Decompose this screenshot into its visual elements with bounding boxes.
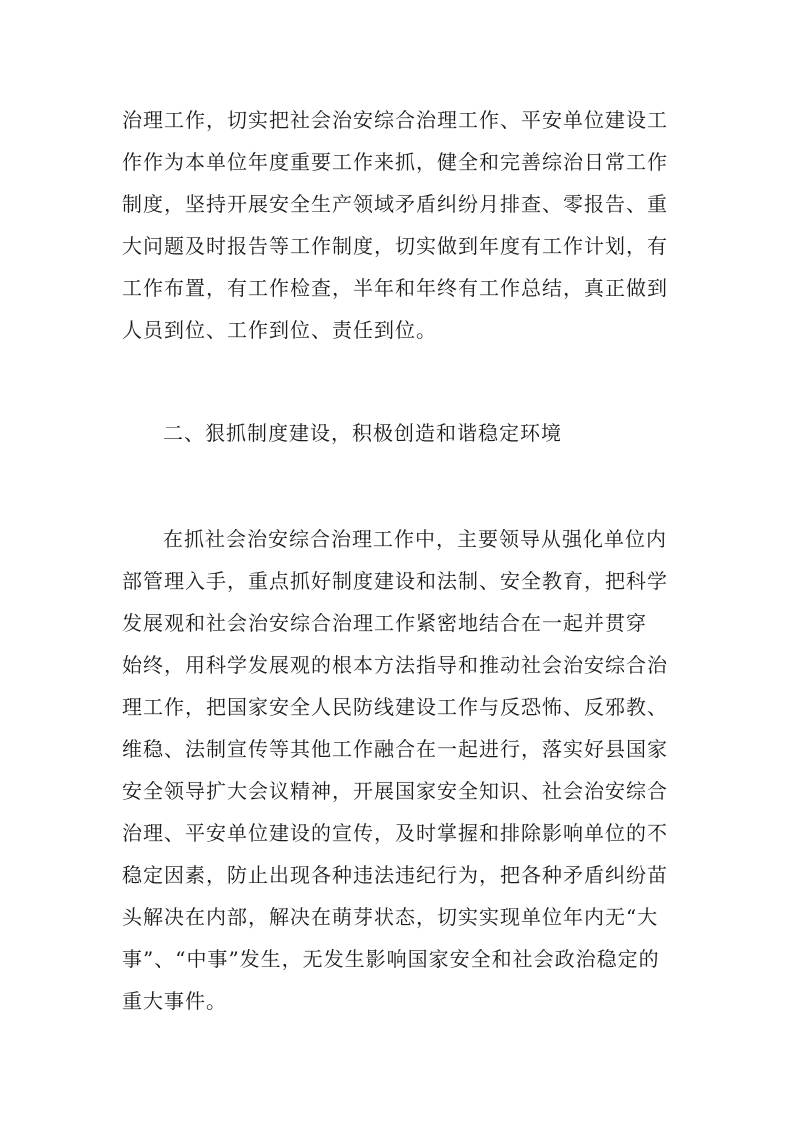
text-line: 工作布置，有工作检查，半年和年终有工作总结，真正做到 bbox=[122, 276, 668, 300]
text-line: 部管理入手，重点抓好制度建设和法制、安全教育，把科学 bbox=[122, 569, 668, 593]
text-line: 发展观和社会治安综合治理工作紧密地结合在一起并贯穿 bbox=[122, 611, 647, 635]
text-line: 安全领导扩大会议精神，开展国家安全知识、社会治安综合 bbox=[122, 779, 668, 803]
text-line: 头解决在内部，解决在萌芽状态，切实实现单位年内无“大 bbox=[122, 905, 659, 929]
text-line: 事”、“中事”发生，无发生影响国家安全和社会政治稳定的 bbox=[122, 947, 660, 971]
text-line: 治理工作，切实把社会治安综合治理工作、平安单位建设工 bbox=[122, 108, 668, 132]
text-line: 人员到位、工作到位、责任到位。 bbox=[122, 318, 437, 342]
text-line: 维稳、法制宣传等其他工作融合在一起进行，落实好县国家 bbox=[122, 737, 668, 761]
text-line: 稳定因素，防止出现各种违法违纪行为，把各种矛盾纠纷苗 bbox=[122, 863, 668, 887]
section-heading: 二、狠抓制度建设，积极创造和谐稳定环境 bbox=[163, 421, 562, 445]
text-line: 作作为本单位年度重要工作来抓，健全和完善综治日常工作 bbox=[122, 150, 668, 174]
text-line: 大问题及时报告等工作制度，切实做到年度有工作计划，有 bbox=[122, 234, 668, 258]
text-line: 在抓社会治安综合治理工作中，主要领导从强化单位内 bbox=[163, 527, 667, 551]
text-line: 治理、平安单位建设的宣传，及时掌握和排除影响单位的不 bbox=[122, 821, 668, 845]
text-line: 始终，用科学发展观的根本方法指导和推动社会治安综合治 bbox=[122, 653, 668, 677]
text-line: 制度，坚持开展安全生产领域矛盾纠纷月排查、零报告、重 bbox=[122, 192, 668, 216]
text-line: 理工作，把国家安全人民防线建设工作与反恐怖、反邪教、 bbox=[122, 695, 668, 719]
text-line: 重大事件。 bbox=[122, 989, 227, 1013]
